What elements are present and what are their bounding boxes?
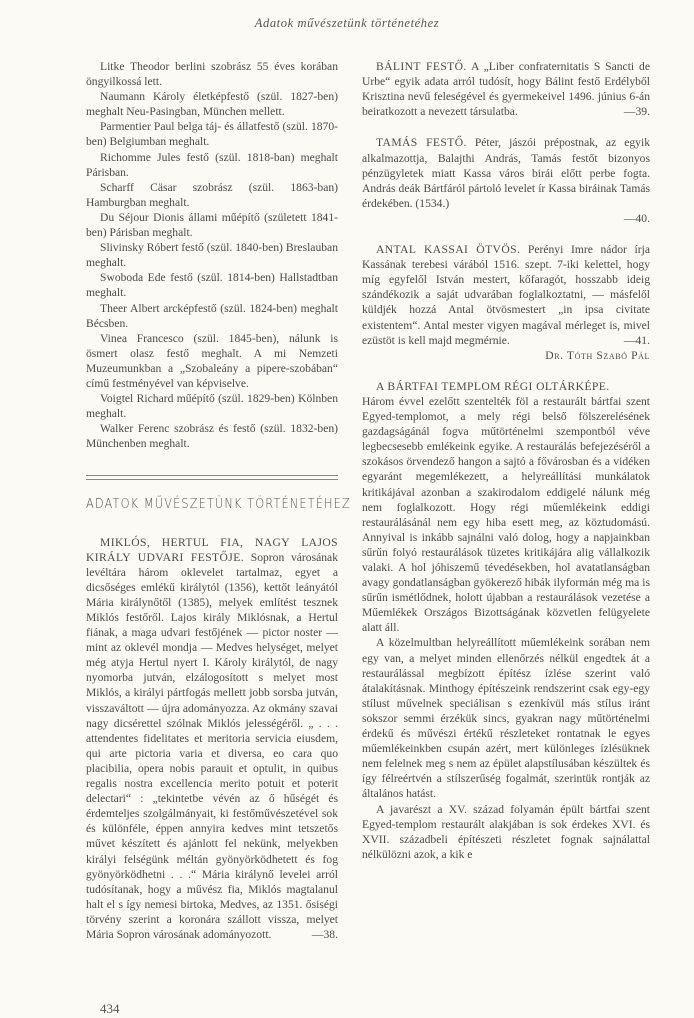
article-body: Három évvel ezelőtt szentelték föl a restaurált bártfai szent Egyed-templomot, a mely régi belső fölszerelésének gazdagságánál fogva műtörténelmi szempontból véve legbecsesebb emlékeink egyike. A restaurálás befejezéséről a szokásos örvendező hangon a sajtó a fővárosban és a vidéken egyaránt megemlékezett, a helyreállítási munkálatok kritikájával azonban a szakirodalom eddigelé nálunk még nem foglalkozott. Hogy régi műemlékeink eddigi restaurálásánál nem egy hiba esett meg, az köztudomású. Annyival is inkább sajnálni való dolog, hogy a napjainkban sűrűn folyó restaurálások tüzetes kritikájára alig vállalkozik valaki. A hol jóhiszemű tévedésekben, hol avatatlanságban avagy gondatlanságban gyökerező hibák ilyformán még ma is sűrűn ismétlődnek, holott újabban a restaurálások vezetése a Műemlékek Országos Bizottságának közvetlen felügyelete alatt áll. [362,394,650,635]
author-signature: Dr. Tóth Szabó Pál [545,348,650,362]
article-title: A BÁRTFAI TEMPLOM RÉGI OLTÁRKÉPE. [376,379,610,393]
obituary-entry: Voigtel Richard műépítő (szül. 1829-ben) Kölnben meghalt. [86,392,338,421]
obituary-entry: Richomme Jules festő (szül. 1818-ban) meghalt Párisban. [86,150,338,179]
obituary-entry: Scharff Cäsar szobrász (szül. 1863-ban) Hamburgban meghalt. [86,180,338,209]
obituary-entry: Vinea Francesco (szül. 1845-ben), nálunk is ösmert olasz festő meghalt. A mi Nemzeti Muzeumunkban a „Szobaleány a pipere-szobában“ című festményével van képviselve. [86,331,338,390]
article-antal [362,242,650,363]
reference-number: —39. [623,105,650,119]
obituary-entry: Parmentier Paul belga táj- és állatfestő (szül. 1870-ben) Belgiumban meghalt. [86,120,338,149]
obituary-entry: Walker Ferenc szobrász és festő (szül. 1832-ben) Münchenben meghalt. [86,422,338,451]
obituary-list [86,59,338,451]
section-divider [86,475,338,483]
article-balint [362,59,650,119]
obituary-entry: Slivinsky Róbert festő (szül. 1840-ben) Breslauban meghalt. [86,241,338,270]
article-title: MIKLÓS, HERTUL FIA, NAGY LAJOS KIRÁLY UDVARI FESTŐJE. [86,535,338,564]
article-body: Perényi Imre nádor írja Kassának terebesi várából 1516. szept. 7-iki kelettel, hogy míg egyfelől István mestert, kőfaragót, hosszabb ideig szándékozik a saját udvarában foglalkoztatni, — másfelől küldjék hozzá Antal ötvösmestert „in ipsa civitate existentem“. Antal mester vigyen magával mérleget is, mivel ezüstöt is kell majd megmérnie. [362,243,650,347]
article-paragraph [86,535,338,943]
reference-number: —38. [311,928,338,942]
right-column [362,59,650,862]
section-heading: ADATOK MŰVÉSZETÜNK TÖRTÉNETÉHEZ [86,497,351,513]
article-title: BÁLINT FESTŐ. [376,60,467,73]
obituary-entry: Theer Albert arcképfestő (szül. 1824-ben) meghalt Bécsben. [86,301,338,330]
obituary-entry: Litke Theodor berlini szobrász 55 éves korában öngyilkossá lett. [86,60,338,89]
article-paragraph: A közelmultban helyreállított műemlékeink sorában nem egy van, a melyet minden ellenőrzés nélkül engedtek át a restaurálással megbízott építész ízlése szerint való átalakításnak. Minthogy építészeink rendszerint csak egy-egy stílust művelnek speciálisan s ezenkívül más stílus iránt sokszor semmi érzékük sincs, gyakran nagy műtörténelmi érdekű és művészi értékű részleteket rontatnak le egyes műemlékeinkben csupán azért, mert különleges ízlésüknek nem felelnek meg s nem az épület alapstílusában készültek és így félreértvén a stílszerűség fogalmát, szerintük rontják az általános hatást. [362,636,650,801]
article-paragraph [362,135,650,210]
article-body: A „Liber confraternitatis S Sancti de Urbe“ egyik adata arról tudósít, hogy Bálint festő Erdélyből Krisztina nevű feleségével és gyermekeivel 1496. június 6-án beiratkozott a nevezett társulatba. [362,60,650,119]
article-body: Péter, jászói prépostnak, az egyik alkalmazottja, Balajthi András, Tamás festőt bizonyos pénzügyletek miatt Kassa város birái előtt perbe fogta. András deák Bártfáról pártoló levelet ír Kassa biráinak Tamás érdekében. (1534.) [362,136,650,210]
obituary-entry: Du Séjour Dionis állami műépítő (született 1841-ben) Párisban meghalt. [86,210,338,240]
obituary-entry: Swoboda Ede festő (szül. 1814-ben) Hallstadtban meghalt. [86,271,338,300]
article-bartfa [362,379,650,862]
article-paragraph [362,379,650,636]
reference-number: —40. [623,211,650,225]
article-miklos [86,535,338,943]
left-column [86,59,351,942]
article-tamas [362,135,650,226]
running-head: Adatok művészetünk történetéhez [254,16,440,30]
article-paragraph: A javarészt a XV. század folyamán épült bártfai szent Egyed-templom restaurált alakjában is sok érdekes XVI. és XVII. századbeli építészeti részletet fognak sajnálattal nélkülözni azok, a kik e [362,802,650,861]
obituary-entry: Naumann Károly életképfestő (szül. 1827-ben) meghalt Neu-Pasingban, München mellett. [86,90,338,119]
article-paragraph [362,242,650,348]
article-title: TAMÁS FESTŐ. [376,136,467,150]
article-body: Sopron városának levéltára három oklevelet tartalmaz, egyet a dicsőséges emlékű királytól (1356), kettőt leányától Mária királynőtől (1385), melyek említést tesznek Miklós festőről. Lajos király Miklósnak, a Hertul fiának, a maga udvari festőjének — pictor noster — mint az oklevél mondja — Medves helységet, melyet még atyja Hertul nyert I. Károly királytól, de nagy nyomorba jutván, elzálogosított s melyet most Miklós, a királyi pártfogás mellett jobb sorsba jutván, visszaváltott — újra adományozza. Az okmány szavai nagy dicsérettel szólnak Miklós jelességéről. „ . . . attendentes fidelitates et meritoria servicia eiusdem, qui arte pictoria varia et diversa, eo cara quo placibilia, opera nobis parauit et optulit, in quibus regalis nostra excellencia merito potuit et poterit delectari“ : „tekintetbe vévén az ő hűségét és érdemteljes szolgálmányait, ki festőművészetével sok és különféle, éppen annyira kedves mint tetszetős művet készített és ajánlott fel nekünk, melyekben királyi felségünk méltán gyönyörködhetett és fog gyönyörködhetni . . .“ Mária királynő levelei arról tudósítanak, hogy a művész fia, Miklós magtalanul halt el s így nemesi birtoka, Medves, az 1351. ősiségi törvény szerint a koronára szállott vissza, melyet Mária Sopron városának adományozott. [86,550,338,941]
page-number: 434 [100,1001,120,1016]
article-title: ANTAL KASSAI ÖTVÖS. [376,243,521,257]
reference-number: —41. [623,333,650,347]
